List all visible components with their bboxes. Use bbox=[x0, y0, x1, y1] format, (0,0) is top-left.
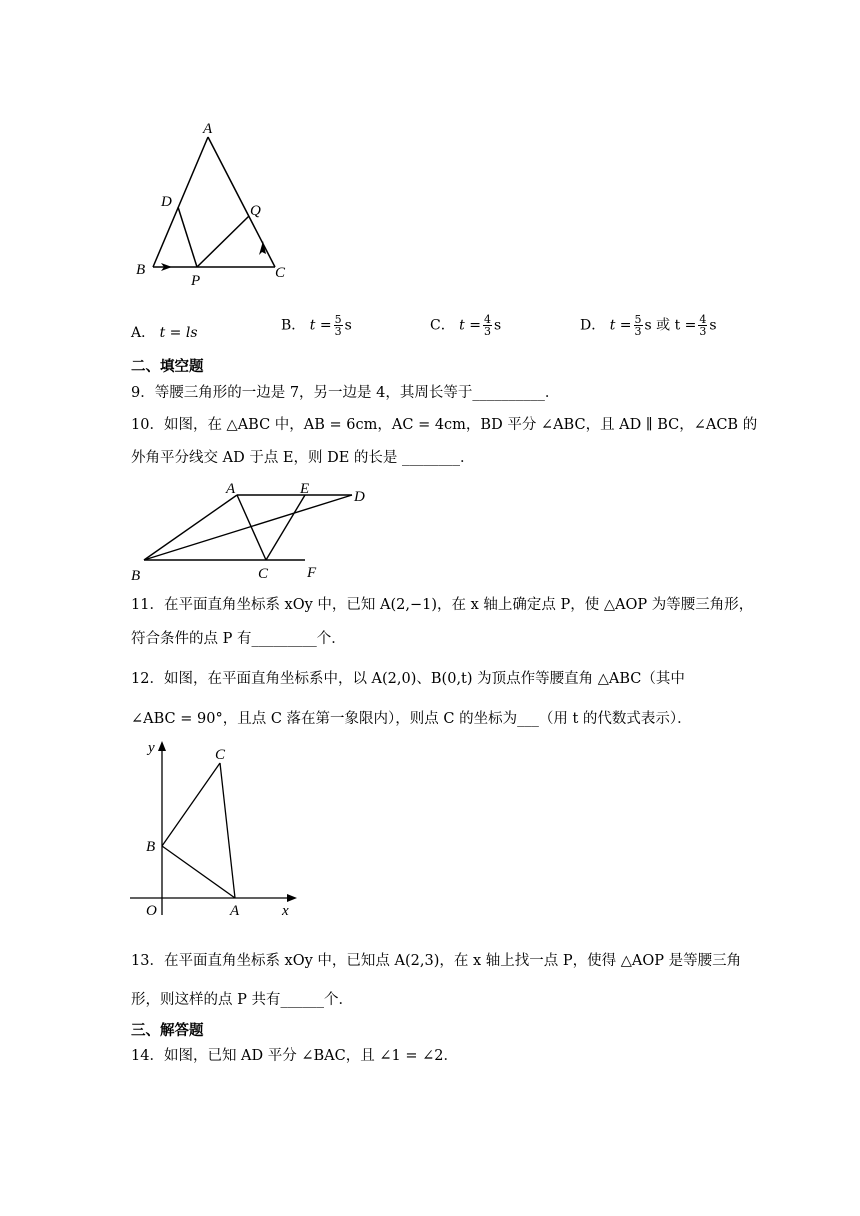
question-10-line-1: 10．如图，在 △ABC 中，AB = 6cm，AC = 4cm，BD 平分 ∠ABC，且 AD ∥ BC，∠ACB 的 bbox=[131, 417, 758, 433]
q8-option-b: B． t = $\frac{5}{3}$ s bbox=[281, 313, 352, 338]
q8-option-a: A． t = ls bbox=[131, 325, 198, 341]
y-axis-arrow-icon bbox=[158, 741, 166, 751]
section-heading-fill-blank: 二、填空题 bbox=[131, 358, 204, 375]
label-D: D bbox=[354, 489, 365, 505]
label-Q: Q bbox=[250, 203, 261, 219]
label-C: C bbox=[215, 747, 226, 763]
label-B: B bbox=[131, 568, 141, 584]
label-A: A bbox=[226, 481, 236, 497]
label-O: O bbox=[146, 903, 157, 919]
label-E: E bbox=[300, 481, 310, 497]
x-axis-arrow-icon bbox=[287, 894, 297, 902]
label-B: B bbox=[136, 262, 146, 278]
question-13-line-2: 形，则这样的点 P 共有______个． bbox=[131, 992, 353, 1008]
figure-q10 bbox=[125, 475, 385, 585]
q8-option-d: D． t = $\frac{5}{3}$ s 或 t = $\frac{4}{3}$ s bbox=[580, 313, 717, 338]
question-12-line-1: 12．如图，在平面直角坐标系中，以 A(2,0)、B(0,t) 为顶点作等腰直角 △ABC（其中 bbox=[131, 671, 685, 687]
label-A: A bbox=[230, 903, 240, 919]
figure-q12-coordinate bbox=[125, 735, 305, 925]
q8-option-c: C． t = $\frac{4}{3}$ s bbox=[430, 313, 502, 338]
label-D: D bbox=[161, 194, 172, 210]
question-13-line-1: 13．在平面直角坐标系 xOy 中，已知点 A(2,3)，在 x 轴上找一点 P，使得 △AOP 是等腰三角 bbox=[131, 953, 742, 969]
label-P: P bbox=[191, 273, 201, 289]
label-x: x bbox=[282, 903, 289, 919]
label-y: y bbox=[148, 740, 155, 756]
label-C: C bbox=[275, 265, 286, 281]
question-9: 9．等腰三角形的一边是 7，另一边是 4，其周长等于__________． bbox=[131, 385, 560, 401]
section-heading-solve: 三、解答题 bbox=[131, 1022, 204, 1039]
label-C: C bbox=[258, 566, 269, 582]
question-14: 14．如图，已知 AD 平分 ∠BAC，且 ∠1 = ∠2． bbox=[131, 1048, 458, 1064]
question-11-line-1: 11．在平面直角坐标系 xOy 中，已知 A(2,−1)，在 x 轴上确定点 P，使 △AOP 为等腰三角形， bbox=[131, 597, 754, 613]
question-11-line-2: 符合条件的点 P 有_________个． bbox=[131, 631, 346, 647]
label-F: F bbox=[307, 565, 317, 581]
label-B: B bbox=[146, 839, 156, 855]
question-12-line-2: ∠ABC = 90°，且点 C 落在第一象限内），则点 C 的坐标为___（用 t 的代数式表示）． bbox=[131, 711, 692, 727]
figure-q8-triangle bbox=[125, 115, 305, 290]
label-A: A bbox=[203, 121, 213, 137]
question-10-line-2: 外角平分线交 AD 于点 E，则 DE 的长是 ________． bbox=[131, 450, 475, 466]
